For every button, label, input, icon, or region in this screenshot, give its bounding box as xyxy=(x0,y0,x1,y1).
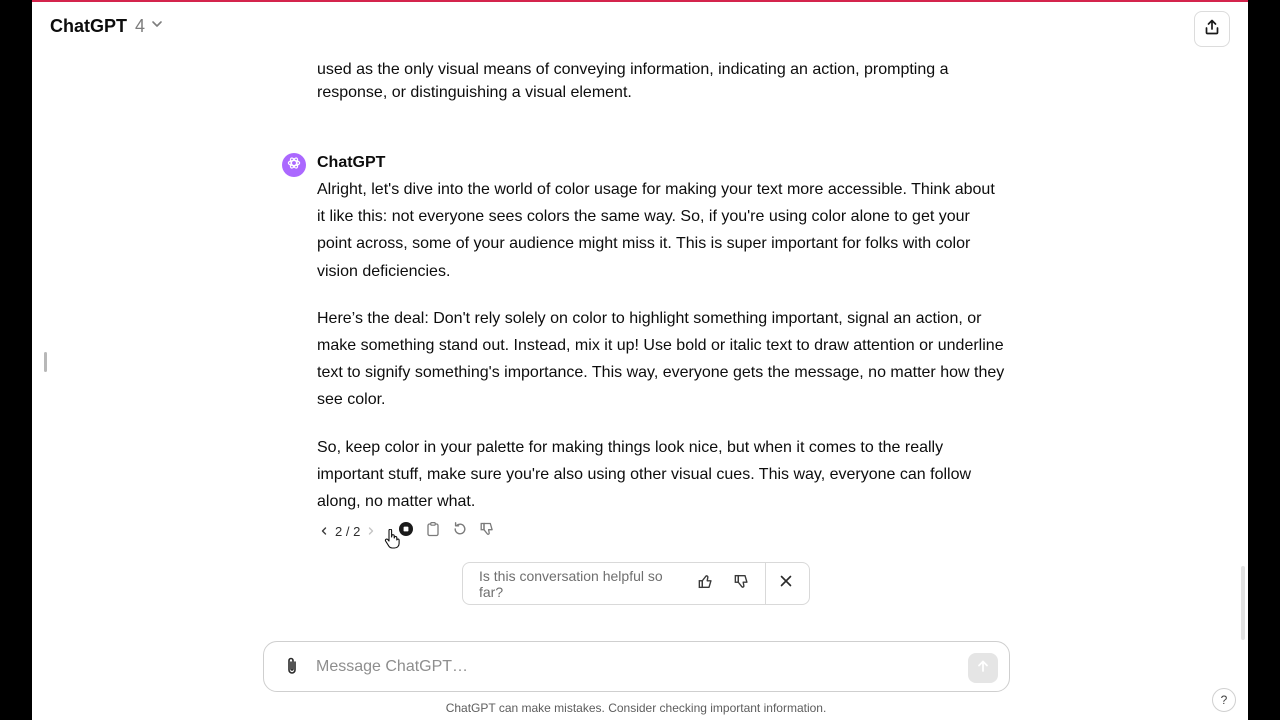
assistant-author-name: ChatGPT xyxy=(317,154,386,171)
share-icon xyxy=(1203,18,1221,41)
message-composer xyxy=(263,641,1010,692)
scrollbar-thumb[interactable] xyxy=(1241,566,1245,640)
copy-icon xyxy=(425,521,441,542)
send-button[interactable] xyxy=(968,653,998,683)
assistant-message-body xyxy=(317,176,1007,535)
message-input[interactable] xyxy=(316,655,936,679)
feedback-thumbs-up-button[interactable] xyxy=(687,566,723,602)
thumbs-down-icon xyxy=(479,521,495,542)
feedback-bar xyxy=(462,562,810,605)
message-paragraph-3: So, keep color in your palette for making things look nice, but when it comes to the really important stuff, make sure you're also using other visual cues. This way, everyone can follow along, no matter what. xyxy=(317,438,972,511)
message-actions xyxy=(317,519,500,543)
pager-count: 2 / 2 xyxy=(335,523,361,539)
feedback-thumbs-down-button[interactable] xyxy=(723,566,759,602)
pointer-hand-icon xyxy=(384,529,400,554)
read-aloud-icon xyxy=(398,521,414,542)
disclaimer-text: ChatGPT can make mistakes. Consider checking important information. xyxy=(445,701,827,715)
regenerate-button[interactable] xyxy=(446,519,473,543)
model-name: ChatGPT xyxy=(50,16,128,36)
regenerate-icon xyxy=(452,521,468,542)
message-paragraph-1: Alright, let's dive into the world of color usage for making your text more accessible. Think about it like this: not everyone sees colors the same way. So, if you're using color alone to get your point across, some of your audience might miss it. This is super important for folks with color vision deficiencies. xyxy=(317,181,995,280)
model-selector[interactable] xyxy=(50,16,165,37)
thumbs-up-icon xyxy=(697,573,714,595)
model-version: 4 xyxy=(135,16,146,36)
sidebar-resize-handle[interactable] xyxy=(44,352,47,372)
feedback-close-button[interactable] xyxy=(768,566,804,602)
previous-message-text: used as the only visual means of conveying information, indicating an action, prompting a response, or distinguishing a visual element. xyxy=(317,61,949,101)
assistant-avatar xyxy=(282,153,306,177)
chat-window xyxy=(32,0,1248,720)
chevron-down-icon xyxy=(149,16,165,37)
feedback-question: Is this conversation helpful so far? xyxy=(479,567,663,600)
header xyxy=(32,2,1248,56)
feedback-divider xyxy=(765,562,766,605)
chevron-right-icon[interactable] xyxy=(364,524,378,538)
help-button[interactable]: ? xyxy=(1212,688,1236,712)
attach-button[interactable] xyxy=(280,656,304,680)
openai-logo-icon xyxy=(286,155,302,176)
share-button[interactable] xyxy=(1194,11,1230,47)
chevron-left-icon[interactable] xyxy=(317,524,331,538)
copy-button[interactable] xyxy=(419,519,446,543)
thumbs-down-icon xyxy=(733,573,750,595)
paperclip-icon xyxy=(283,656,301,681)
arrow-up-icon xyxy=(976,659,990,678)
message-paragraph-2: Here’s the deal: Don't rely solely on color to highlight something important, signal an action, or make something stand out. Instead, mix it up! Use bold or italic text to draw attention or underline text to signify something's importance. This way, everyone gets the message, no matter how they see color. xyxy=(317,309,1005,409)
bad-response-button[interactable] xyxy=(473,519,500,543)
close-icon xyxy=(779,574,793,593)
response-pager xyxy=(317,524,378,539)
